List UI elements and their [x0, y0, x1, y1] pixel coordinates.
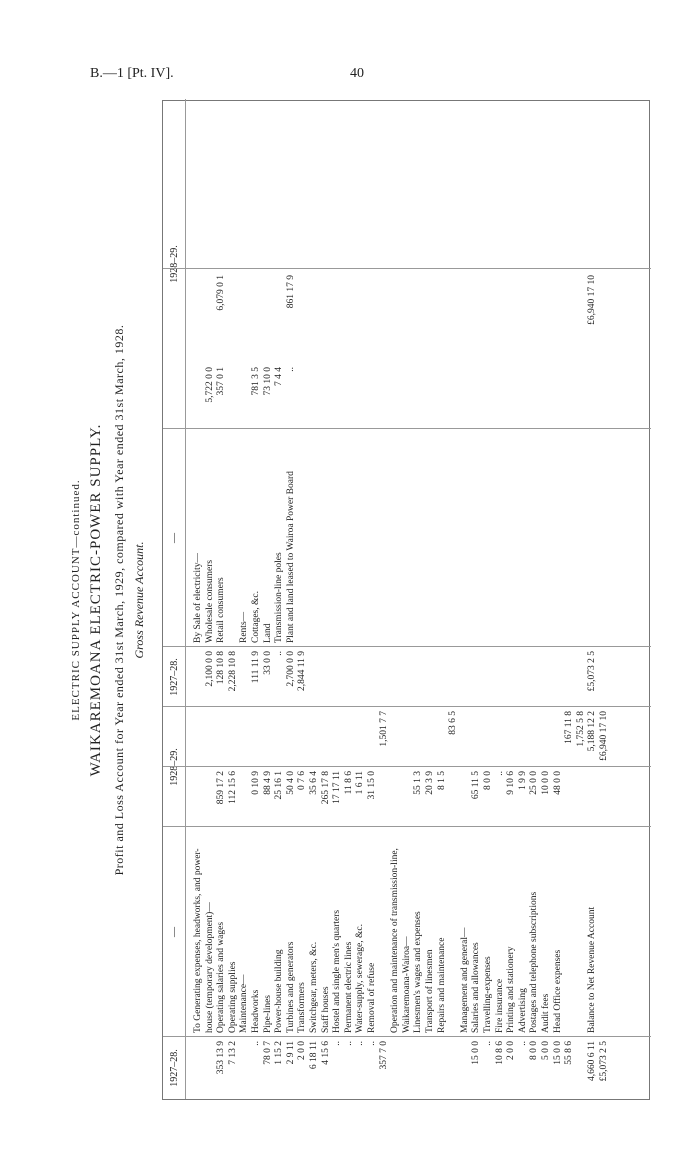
exp-1928-value: 4 15 6 — [320, 1041, 331, 1065]
inc-label: Retail consumers — [216, 577, 227, 643]
inc-label: Transmission-line poles — [274, 552, 285, 643]
exp-label: Transport of linesmen — [425, 949, 435, 1033]
inc-1929-total: 6,079 0 1 — [216, 275, 227, 311]
exp-1928-value: .. — [332, 1041, 343, 1046]
exp-1928-value: 8 0 0 — [529, 1041, 540, 1060]
exp-1929-detail: 65 11 5 — [471, 771, 482, 800]
exp-1929-detail: 9 10 6 — [506, 771, 517, 795]
exp-1929-detail: 31 15 0 — [367, 771, 377, 800]
continued-title: ELECTRIC SUPPLY ACCOUNT—continued. — [70, 479, 82, 721]
inc-1929-detail: 357 0 1 — [216, 367, 227, 396]
inc-label: By Sale of electricity— — [193, 553, 203, 643]
profit-loss-table — [162, 100, 650, 1100]
exp-1928-value: 353 13 9 — [216, 1041, 227, 1075]
inc-1929-detail: 73 10 0 — [262, 367, 273, 396]
inc-1928-value: 111 11 9 — [251, 651, 261, 684]
exp-label: Travelling-expenses — [483, 956, 493, 1033]
exp-label: Hostel and single men's quarters — [332, 909, 343, 1033]
exp-label: Repairs and maintenance — [436, 937, 447, 1033]
exp-1928-value: £5,073 2 5 — [599, 1041, 609, 1082]
exp-1928-value: 2 0 0 — [506, 1041, 517, 1060]
exp-label: Management and general— — [459, 927, 470, 1033]
exp-1929-detail: 8 0 0 — [483, 771, 493, 790]
exp-1929-detail: 55 1 3 — [413, 771, 424, 795]
inc-1928-value: .. — [274, 651, 285, 656]
inc-1928-value: 33 0 0 — [262, 651, 273, 675]
exp-label: Power-house building — [274, 949, 285, 1033]
exp-1929-total: 167 11 8 — [564, 711, 575, 744]
inc-1928-value: 2,844 11 9 — [297, 651, 308, 692]
inc-label: Land — [262, 623, 273, 643]
inc-1929-total: £6,940 17 10 — [587, 275, 598, 325]
exp-label: Audit fees — [541, 993, 551, 1033]
page-reference: B.—1 [Pt. IV]. — [90, 66, 174, 81]
inc-1928-value: 128 10 8 — [216, 651, 227, 685]
exp-1929-detail: 88 4 9 — [262, 771, 273, 795]
exp-1928-value: .. — [355, 1041, 366, 1046]
inc-1928-value: £5,073 2 5 — [587, 651, 598, 692]
inc-label: Wholesale consumers — [204, 559, 215, 643]
exp-label: Linesmen's wages and expenses — [413, 911, 424, 1033]
col-header-1928-exp: 1927–28. — [169, 1049, 180, 1087]
inc-1928-value: 2,100 0 0 — [204, 651, 215, 687]
exp-1928-value: 10 8 6 — [494, 1041, 505, 1065]
inc-label: Rents— — [239, 611, 250, 643]
exp-label: Switchgear, meters, &c. — [309, 941, 319, 1033]
exp-label: Postages and telephone subscriptions — [529, 891, 540, 1033]
exp-1929-detail: 35 6 4 — [309, 771, 319, 795]
inc-1929-detail: 5,722 0 0 — [204, 367, 215, 403]
exp-label: Waikaremoana-Wairoa— — [401, 936, 412, 1033]
inc-1929-detail: 781 3 5 — [251, 367, 261, 396]
exp-1929-detail: 8 1 5 — [436, 771, 447, 790]
exp-label: Water-supply, sewerage, &c. — [355, 924, 366, 1033]
exp-1929-detail: 25 0 0 — [529, 771, 540, 795]
exp-label: Pipe-lines — [262, 995, 273, 1033]
exp-label: Balance to Net Revenue Account — [587, 906, 598, 1033]
exp-1929-detail: 25 16 1 — [274, 771, 285, 800]
exp-1929-detail: 859 17 2 — [216, 771, 227, 805]
exp-1928-value: 55 8 6 — [564, 1041, 575, 1065]
inc-label: Plant and land leased to Wairoa Power Board — [285, 471, 296, 643]
exp-1928-value: 78 0 7 — [262, 1041, 273, 1065]
exp-1929-detail: 0 10 9 — [251, 771, 261, 795]
exp-label: Headworks — [251, 989, 261, 1033]
exp-label: Staff houses — [320, 986, 331, 1033]
inc-1928-value: 2,228 10 8 — [227, 651, 238, 692]
exp-1928-value: .. — [251, 1041, 261, 1046]
exp-1929-detail: 265 17 8 — [320, 771, 331, 805]
exp-1928-value: 2 9 11 — [285, 1041, 296, 1065]
exp-1928-value: 6 18 11 — [309, 1041, 319, 1070]
exp-1929-detail: 112 15 6 — [227, 771, 238, 804]
rotated-account-sheet — [70, 100, 650, 1100]
exp-label: Fire insurance — [494, 978, 505, 1033]
exp-1929-total: 5,188 12 2 — [587, 711, 598, 752]
exp-1928-value: .. — [483, 1041, 493, 1046]
exp-label: Printing and stationery — [506, 946, 517, 1033]
exp-label: Maintenance— — [239, 974, 250, 1033]
exp-1929-total: 1,501 7 7 — [378, 711, 389, 747]
exp-1929-detail: .. — [494, 771, 505, 776]
exp-1929-total: 1,752 5 8 — [575, 711, 586, 747]
exp-label: Head Office expenses — [552, 949, 563, 1033]
exp-1928-value: .. — [367, 1041, 377, 1046]
col-header-dash-inc: — — [169, 533, 180, 543]
exp-1929-detail: 10 0 0 — [541, 771, 551, 795]
exp-1928-value: 4,660 6 11 — [587, 1041, 598, 1082]
exp-1928-value: 1 15 2 — [274, 1041, 285, 1065]
supply-title: WAIKAREMOANA ELECTRIC-POWER SUPPLY. — [88, 423, 104, 777]
exp-1928-value: 15 0 0 — [552, 1041, 563, 1065]
exp-1928-value: 2 0 0 — [297, 1041, 308, 1060]
exp-1929-detail: 1 9 9 — [517, 771, 528, 790]
exp-label: Salaries and allowances — [471, 942, 482, 1033]
exp-1928-value: 7 13 2 — [227, 1041, 238, 1065]
exp-1929-detail: 11 8 6 — [343, 771, 354, 795]
exp-1929-total: 83 6 5 — [448, 711, 459, 735]
exp-1929-detail: 17 17 11 — [332, 771, 343, 804]
inc-1929-detail: 7 4 4 — [274, 367, 285, 386]
account-subtitle: Gross Revenue Account. — [132, 541, 146, 659]
exp-label: Operating salaries and wages — [216, 921, 227, 1033]
inc-1929-total: 861 17 9 — [285, 275, 296, 309]
exp-1929-detail: 48 0 0 — [552, 771, 563, 795]
exp-1928-value: .. — [517, 1041, 528, 1046]
exp-1928-value: .. — [343, 1041, 354, 1046]
inc-1928-value: 2,700 0 0 — [285, 651, 296, 687]
inc-label: Cottages, &c. — [251, 591, 261, 643]
exp-1929-detail: 20 3 9 — [425, 771, 435, 795]
exp-label: Removal of refuse — [367, 962, 377, 1033]
exp-1929-total: £6,940 17 10 — [599, 711, 609, 761]
exp-1928-value: 5 0 0 — [541, 1041, 551, 1060]
col-header-1929-inc: 1928–29. — [169, 245, 180, 283]
col-header-1929-exp: 1928–29. — [169, 748, 180, 786]
col-header-dash-exp: — — [169, 927, 180, 937]
exp-1928-value: 357 7 0 — [378, 1041, 389, 1070]
exp-label: Permanent electric lines — [343, 941, 354, 1033]
page-number: 40 — [350, 66, 364, 81]
col-header-1928-inc: 1927–28. — [169, 658, 180, 696]
exp-1929-detail: 50 4 0 — [285, 771, 296, 795]
exp-1929-detail: 0 7 6 — [297, 771, 308, 790]
exp-label: house (temporary development)— — [204, 902, 215, 1033]
exp-label: Advertising — [517, 988, 528, 1033]
exp-1929-detail: 1 6 11 — [355, 771, 366, 795]
exp-label: Turbines and generators — [285, 941, 296, 1033]
account-title: Profit and Loss Account for Year ended 31st March, 1929, compared with Year ended 31st March, 1928. — [112, 324, 126, 876]
exp-label: Operating supplies — [227, 961, 238, 1033]
exp-label: To Generating expenses, headworks, and power- — [193, 848, 203, 1033]
exp-label: Transformers — [297, 982, 308, 1033]
exp-1928-value: 15 0 0 — [471, 1041, 482, 1065]
inc-1929-detail: .. — [285, 367, 296, 372]
exp-label: Operation and maintenance of transmission-line, — [390, 848, 401, 1033]
